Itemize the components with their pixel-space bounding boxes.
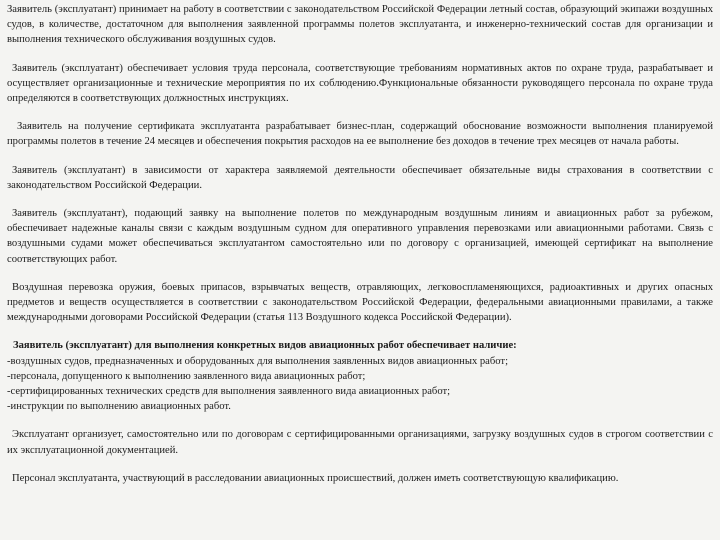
requirements-heading: Заявитель (эксплуатант) для выполнения конкретных видов авиационных работ обеспечивает наличие: (13, 340, 517, 352)
paragraph-labor-safety: Заявитель (эксплуатант) обеспечивает условия труда персонала, соответствующие требованиям нормативных актов по охране труда, разрабатывает и осуществляет организационные и технические мероприятия по их соблюдению.Функциональные обязанности руководящего персонала по охране труда определяются в соответствующих должностных инструкциях. (7, 62, 713, 105)
paragraph-flight-crew: Заявитель (эксплуатант) принимает на работу в соответствии с законодательством Российской Федерации летный состав, образующий экипажи воздушных судов, в количестве, достаточном для выполнения заявленной программы полетов эксплуатанта, и инженерно-технический состав для организации и выполнения технического обслуживания воздушных судов. (7, 4, 713, 46)
paragraph-international-communications: Заявитель (эксплуатант), подающий заявку на выполнение полетов по международным воздушным линиям и авиационных работ за рубежом, обеспечивает надежные каналы связи с каждым воздушным судном для оперативного управления перевозками или авиационными работами. Связь с воздушными судами может обеспечиваться эксплуатантом самостоятельно или по договору с организацией, имеющей сертификат на выполнение соответствующих работ. (7, 208, 713, 265)
paragraph-investigation-personnel: Персонал эксплуатанта, участвующий в расследовании авиационных происшествий, должен иметь соответствующую квалификацию. (12, 472, 619, 484)
requirements-block (7, 338, 713, 414)
document-page (7, 2, 713, 486)
requirement-item-aircraft: -воздушных судов, предназначенных и оборудованных для выполнения заявленных видов авиационных работ; (7, 355, 509, 367)
requirement-item-technical-means: -сертифицированных технических средств для выполнения заявленного вида авиационных работ; (7, 386, 451, 398)
paragraph-loading: Эксплуатант организует, самостоятельно или по договорам с сертифицированными организациями, загрузку воздушных судов в строгом соответствии с их эксплуатационной документацией. (7, 429, 713, 456)
paragraph-business-plan: Заявитель на получение сертификата эксплуатанта разрабатывает бизнес-план, содержащий обоснование возможности выполнения планируемой программы полетов в течение 24 месяцев и обеспечения покрытия расходов на ее выполнение без доходов в течение трех месяцев от начала работы. (7, 121, 713, 148)
requirement-item-personnel: -персонала, допущенного к выполнению заявленного вида авиационных работ; (7, 370, 366, 382)
requirement-item-instructions: -инструкции по выполнению авиационных работ. (7, 401, 231, 413)
paragraph-insurance: Заявитель (эксплуатант) в зависимости от характера заявляемой деятельности обеспечивает обязательные виды страхования в соответствии с законодательством Российской Федерации. (7, 164, 713, 191)
paragraph-dangerous-goods: Воздушная перевозка оружия, боевых припасов, взрывчатых веществ, отравляющих, легковоспламеняющихся, радиоактивных и других опасных предметов и веществ осуществляется в соответствии с законодательством Российской Федерации, федеральными авиационными правилами, а также международными договорами Российской Федерации (статья 113 Воздушного кодекса Российской Федерации). (7, 281, 713, 324)
